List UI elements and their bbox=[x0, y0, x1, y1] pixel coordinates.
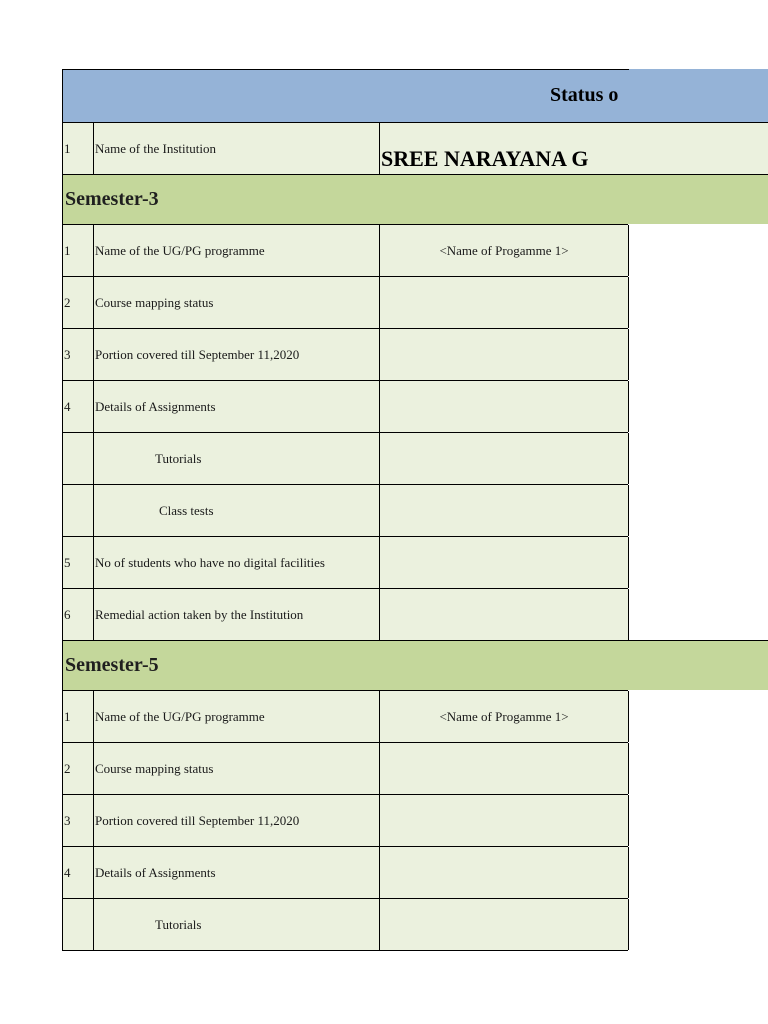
table-bottom-border bbox=[62, 950, 628, 951]
institution-label: Name of the Institution bbox=[93, 123, 379, 174]
table-row bbox=[62, 432, 628, 484]
row-number: 2 bbox=[62, 743, 93, 794]
table-row bbox=[62, 484, 628, 536]
row-label: Details of Assignments bbox=[93, 847, 379, 898]
row-number: 6 bbox=[62, 589, 93, 640]
row-number: 3 bbox=[62, 795, 93, 846]
sheet-title: Status o bbox=[550, 84, 619, 106]
row-value-cell[interactable] bbox=[379, 899, 629, 950]
table-row bbox=[62, 690, 628, 742]
row-label: Portion covered till September 11,2020 bbox=[93, 795, 379, 846]
row-value-cell[interactable]: <Name of Progamme 1> bbox=[379, 225, 629, 276]
row-value-cell[interactable]: <Name of Progamme 1> bbox=[379, 691, 629, 742]
table-row bbox=[62, 328, 628, 380]
row-number: 4 bbox=[62, 847, 93, 898]
row-number: 1 bbox=[62, 123, 93, 174]
row-value-cell[interactable] bbox=[379, 847, 629, 898]
row-number bbox=[62, 485, 93, 536]
row-label: Tutorials bbox=[93, 899, 379, 950]
row-label: Portion covered till September 11,2020 bbox=[93, 329, 379, 380]
row-value-cell[interactable] bbox=[379, 795, 629, 846]
table-row bbox=[62, 224, 628, 276]
row-number: 5 bbox=[62, 537, 93, 588]
row-value-cell[interactable] bbox=[379, 381, 629, 432]
table-row bbox=[62, 742, 628, 794]
row-value-cell[interactable] bbox=[379, 589, 629, 640]
semester-heading-row bbox=[62, 174, 768, 224]
status-sheet bbox=[62, 69, 768, 951]
table-row bbox=[62, 846, 628, 898]
table-row bbox=[62, 380, 628, 432]
semester-heading: Semester-3 bbox=[65, 188, 159, 210]
row-number: 4 bbox=[62, 381, 93, 432]
table-row bbox=[62, 898, 628, 950]
row-value-cell[interactable] bbox=[379, 743, 629, 794]
sheet-title-row bbox=[62, 69, 768, 122]
semester-heading: Semester-5 bbox=[65, 654, 159, 676]
row-number: 3 bbox=[62, 329, 93, 380]
row-value-cell[interactable] bbox=[379, 537, 629, 588]
row-number bbox=[62, 899, 93, 950]
row-label: Remedial action taken by the Institution bbox=[93, 589, 379, 640]
row-value-cell[interactable] bbox=[379, 329, 629, 380]
row-label: Course mapping status bbox=[93, 743, 379, 794]
table-row bbox=[62, 588, 628, 640]
row-value-cell[interactable] bbox=[379, 433, 629, 484]
table-row bbox=[62, 276, 628, 328]
institution-name: SREE NARAYANA G bbox=[379, 123, 768, 174]
row-number: 2 bbox=[62, 277, 93, 328]
row-value-cell[interactable] bbox=[379, 277, 629, 328]
row-label: Name of the UG/PG programme bbox=[93, 225, 379, 276]
row-value-cell[interactable] bbox=[379, 485, 629, 536]
row-label: Course mapping status bbox=[93, 277, 379, 328]
table-row bbox=[62, 794, 628, 846]
row-number: 1 bbox=[62, 225, 93, 276]
table-row bbox=[62, 536, 628, 588]
institution-row bbox=[62, 122, 768, 174]
row-label: No of students who have no digital facilities bbox=[93, 537, 379, 588]
row-label: Details of Assignments bbox=[93, 381, 379, 432]
row-label: Name of the UG/PG programme bbox=[93, 691, 379, 742]
row-label: Tutorials bbox=[93, 433, 379, 484]
row-number bbox=[62, 433, 93, 484]
row-number: 1 bbox=[62, 691, 93, 742]
row-label: Class tests bbox=[93, 485, 379, 536]
semester-heading-row bbox=[62, 640, 768, 690]
